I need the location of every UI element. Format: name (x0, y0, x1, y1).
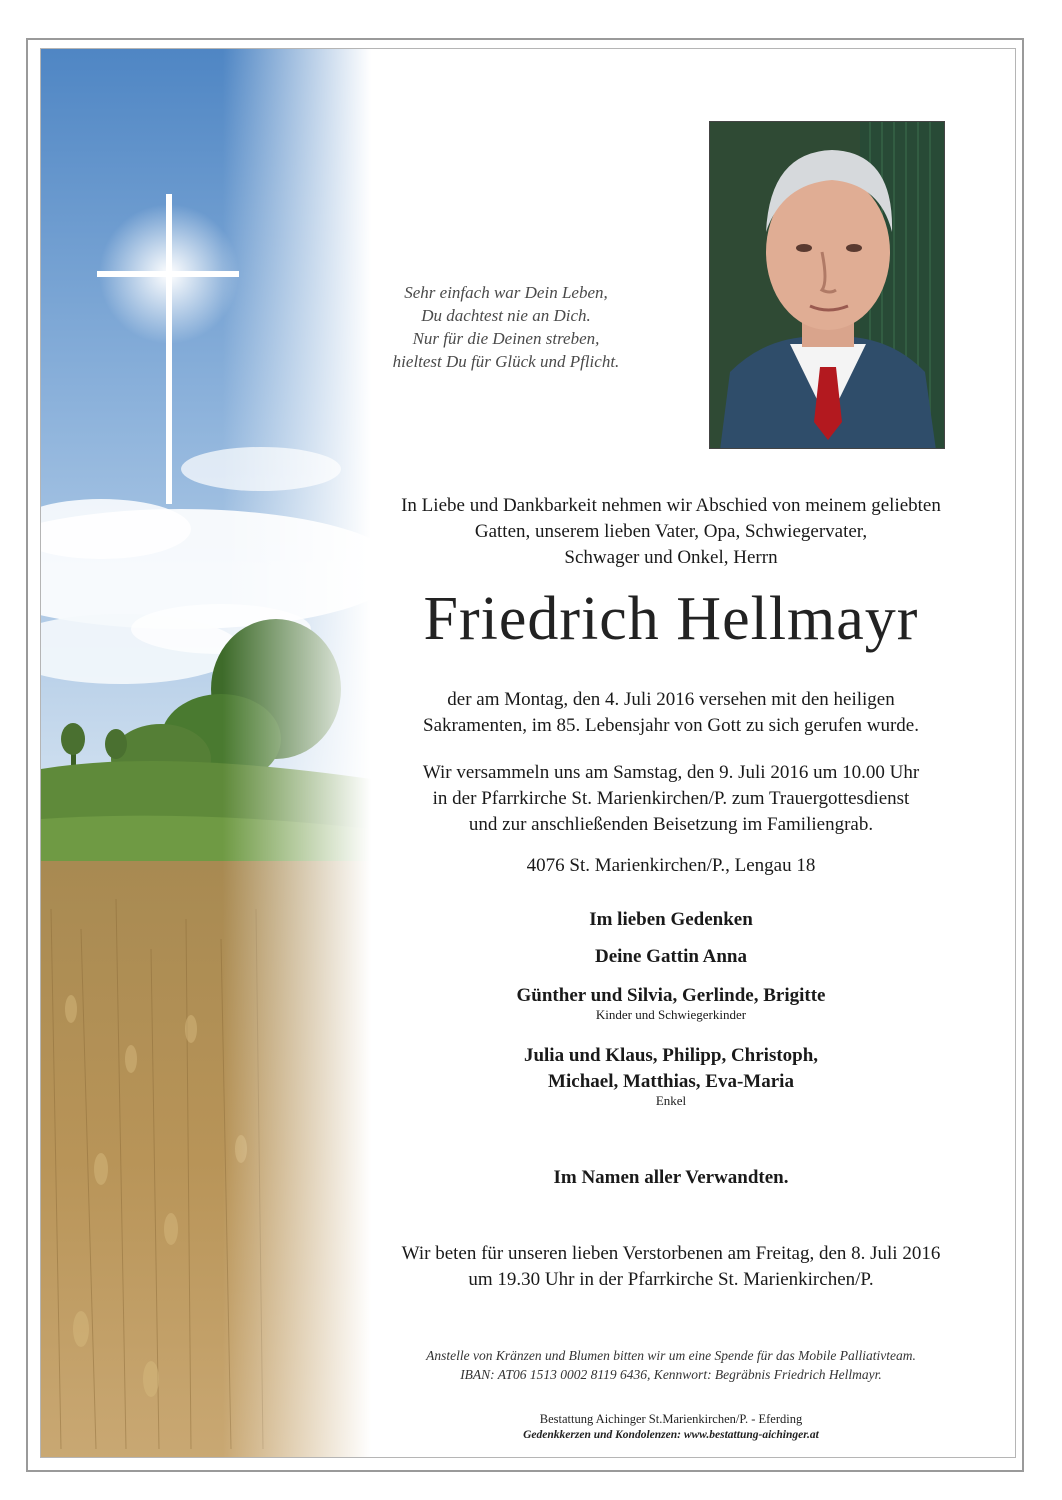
notice-card (40, 48, 1016, 1458)
portrait-photo (709, 121, 945, 449)
funeral-line: Wir versammeln uns am Samstag, den 9. Juli 2016 um 10.00 Uhr (422, 762, 920, 783)
mourner-children: Günther und Silvia, Gerlinde, Brigitte (516, 985, 826, 1006)
funeral-home-footer (341, 1411, 1001, 1443)
funeral-line: in der Pfarrkirche St. Marienkirchen/P. zum Trauergottesdienst (432, 788, 910, 809)
mourner-wife: Deine Gattin Anna (594, 946, 748, 967)
death-line: Sakramenten, im 85. Lebensjahr von Gott zu sich gerufen wurde. (423, 715, 919, 736)
funeral-line: und zur anschließenden Beisetzung im Familiengrab. (468, 814, 874, 835)
grandchildren-line: Michael, Matthias, Eva-Maria (548, 1071, 794, 1092)
intro-line: Gatten, unserem lieben Vater, Opa, Schwiegervater, (474, 521, 868, 542)
memorial-verse (351, 281, 661, 373)
landscape-image (41, 49, 371, 1458)
intro-text (341, 493, 1001, 571)
intro-line: Schwager und Onkel, Herrn (564, 547, 778, 568)
verse-line: Sehr einfach war Dein Leben, (404, 283, 608, 302)
relatives-line: Im Namen aller Verwandten. (553, 1167, 789, 1188)
grandchildren-line: Julia und Klaus, Philipp, Christoph, (523, 1045, 819, 1066)
donation-line: Anstelle von Kränzen und Blumen bitten wir um eine Spende für das Mobile Palliativteam. (426, 1348, 916, 1363)
verse-line: hieltest Du für Glück und Pflicht. (392, 352, 620, 371)
deceased-name: Friedrich Hellmayr (423, 585, 919, 653)
mourner-grandchildren (341, 1043, 1001, 1095)
prayer-line: Wir beten für unseren lieben Verstorbenen am Freitag, den 8. Juli 2016 (401, 1243, 941, 1264)
portrait-illustration (710, 122, 945, 449)
landscape-illustration (41, 49, 371, 1458)
funeral-home-website: Gedenkkerzen und Kondolenzen: www.bestattung-aichinger.at (523, 1429, 819, 1441)
prayer-info (341, 1241, 1001, 1293)
funeral-info (341, 760, 1001, 838)
verse-line: Nur für die Deinen streben, (412, 329, 600, 348)
funeral-home-name: Bestattung Aichinger St.Marienkirchen/P. - Eferding (539, 1412, 803, 1426)
children-label: Kinder und Schwiegerkinder (595, 1007, 747, 1022)
mourners-heading: Im lieben Gedenken (589, 909, 753, 930)
grandchildren-label: Enkel (655, 1093, 687, 1108)
address: 4076 St. Marienkirchen/P., Lengau 18 (526, 855, 816, 876)
intro-line: In Liebe und Dankbarkeit nehmen wir Abschied von meinem geliebten (401, 495, 941, 516)
death-line: der am Montag, den 4. Juli 2016 versehen mit den heiligen (447, 689, 895, 710)
donation-note (341, 1346, 1001, 1384)
donation-line: IBAN: AT06 1513 0002 8119 6436, Kennwort: Begräbnis Friedrich Hellmayr. (460, 1367, 882, 1382)
death-notice (341, 687, 1001, 739)
verse-line: Du dachtest nie an Dich. (421, 306, 591, 325)
prayer-line: um 19.30 Uhr in der Pfarrkirche St. Marienkirchen/P. (468, 1269, 874, 1290)
